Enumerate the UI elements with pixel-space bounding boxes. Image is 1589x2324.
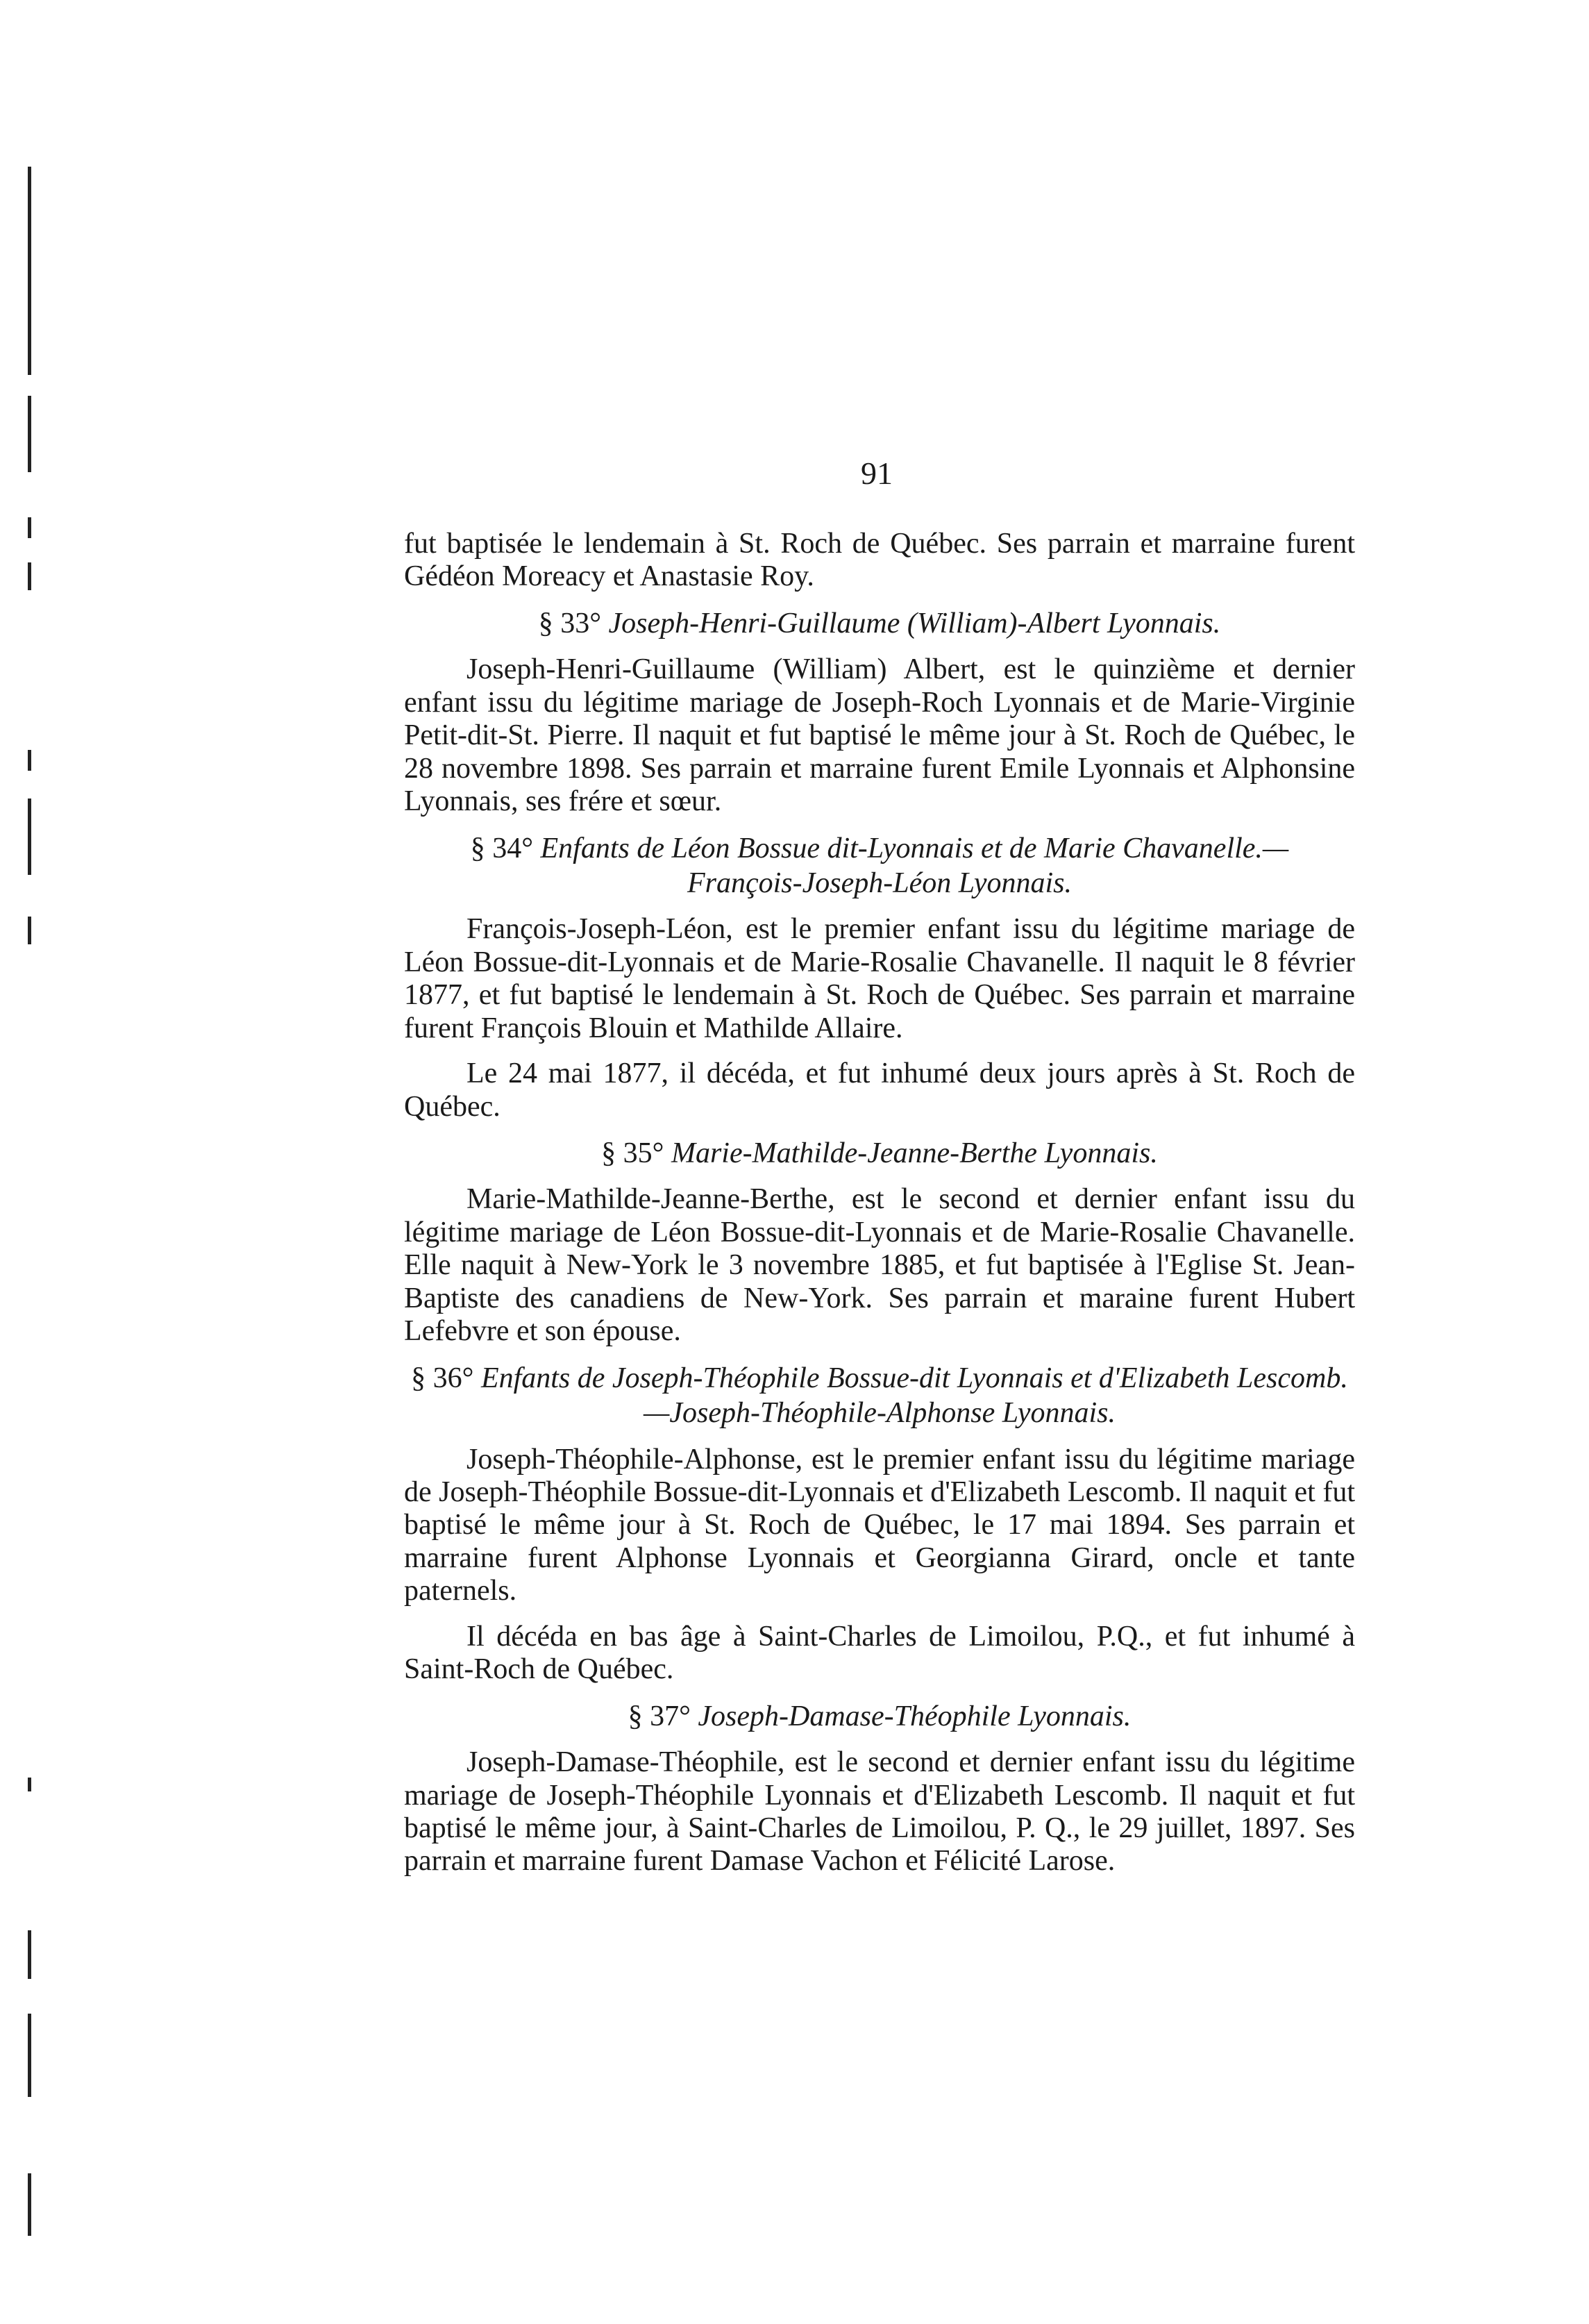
paragraph: Joseph-Damase-Théophile, est le second et dernier enfant issu du légitime mariage de Joseph-Théophile Lyonnais et d'Elizabeth Lescomb. Il naquit et fut baptisé le même jour, à Saint-Charles de Limoilou, P. Q., le 29 juillet, 1897. Ses parrain et marraine furent Damase Vachon et Félicité Larose. <box>404 1746 1355 1878</box>
section-number: § 37° <box>628 1700 691 1732</box>
section-heading <box>404 831 1355 901</box>
section-heading <box>404 1136 1355 1171</box>
margin-mark <box>28 2014 31 2097</box>
margin-marks <box>28 0 56 2324</box>
paragraph: Le 24 mai 1877, il décéda, et fut inhumé deux jours après à St. Roch de Québec. <box>404 1057 1355 1123</box>
section-number: § 35° <box>601 1137 664 1170</box>
margin-mark <box>28 2173 31 2236</box>
paragraph: François-Joseph-Léon, est le premier enfant issu du légitime mariage de Léon Bossue-dit-Lyonnais et de Marie-Rosalie Chavanelle. Il naquit le 8 février 1877, et fut baptisé le lendemain à St. Roch de Québec. Ses parrain et marraine furent François Blouin et Mathilde Allaire. <box>404 913 1355 1044</box>
margin-mark <box>28 799 31 875</box>
text-column <box>404 528 1355 1891</box>
margin-mark <box>28 396 31 472</box>
section-number: § 33° <box>538 607 601 639</box>
section-title: Enfants de Léon Bossue dit-Lyonnais et de Marie Chavanelle.— <box>540 832 1289 864</box>
margin-mark <box>28 1778 31 1791</box>
paragraph: Joseph-Théophile-Alphonse, est le premier enfant issu du légitime mariage de Joseph-Théophile Bossue-dit-Lyonnais et d'Elizabeth Lescomb. Il naquit et fut baptisé le même jour à St. Roch de Québec, le 17 mai 1894. Ses parrain et marraine furent Alphonse Lyonnais et Georgianna Girard, oncle et tante paternels. <box>404 1443 1355 1607</box>
section-heading <box>404 1699 1355 1734</box>
section-number: § 36° <box>411 1362 474 1394</box>
paragraph: Marie-Mathilde-Jeanne-Berthe, est le second et dernier enfant issu du légitime mariage de Léon Bossue-dit-Lyonnais et de Marie-Rosalie Chavanelle. Elle naquit à New-York le 3 novembre 1885, et fut baptisée à l'Eglise St. Jean-Baptiste des canadiens de New-York. Ses parrain et maraine furent Hubert Lefebvre et son épouse. <box>404 1183 1355 1348</box>
section-title: Marie-Mathilde-Jeanne-Berthe Lyonnais. <box>671 1137 1158 1170</box>
section-heading <box>404 606 1355 641</box>
section-title: Joseph-Henri-Guillaume (William)-Albert Lyonnais. <box>608 607 1221 639</box>
section-heading <box>404 1361 1355 1431</box>
margin-mark <box>28 562 31 590</box>
margin-mark <box>28 167 31 375</box>
page-number: 91 <box>861 455 893 491</box>
continued-paragraph: fut baptisée le lendemain à St. Roch de Québec. Ses parrain et marraine furent Gédéon Moreacy et Anastasie Roy. <box>404 528 1355 593</box>
section-number: § 34° <box>470 832 533 864</box>
margin-mark <box>28 517 31 538</box>
paragraph: Joseph-Henri-Guillaume (William) Albert, est le quinzième et dernier enfant issu du légitime mariage de Joseph-Roch Lyonnais et de Marie-Virginie Petit-dit-St. Pierre. Il naquit et fut baptisé le même jour à St. Roch de Québec, le 28 novembre 1898. Ses parrain et marraine furent Emile Lyonnais et Alphonsine Lyonnais, ses frére et sœur. <box>404 653 1355 818</box>
section-title: Enfants de Joseph-Théophile Bossue-dit Lyonnais et d'Elizabeth Lescomb.—Joseph-Théophile-Alphonse Lyonnais. <box>480 1362 1348 1430</box>
section-title-continued: François-Joseph-Léon Lyonnais. <box>687 867 1073 899</box>
margin-mark <box>28 917 31 944</box>
section-title: Joseph-Damase-Théophile Lyonnais. <box>698 1700 1132 1732</box>
paragraph: Il décéda en bas âge à Saint-Charles de Limoilou, P.Q., et fut inhumé à Saint-Roch de Québec. <box>404 1620 1355 1686</box>
margin-mark <box>28 1930 31 1979</box>
margin-mark <box>28 750 31 771</box>
